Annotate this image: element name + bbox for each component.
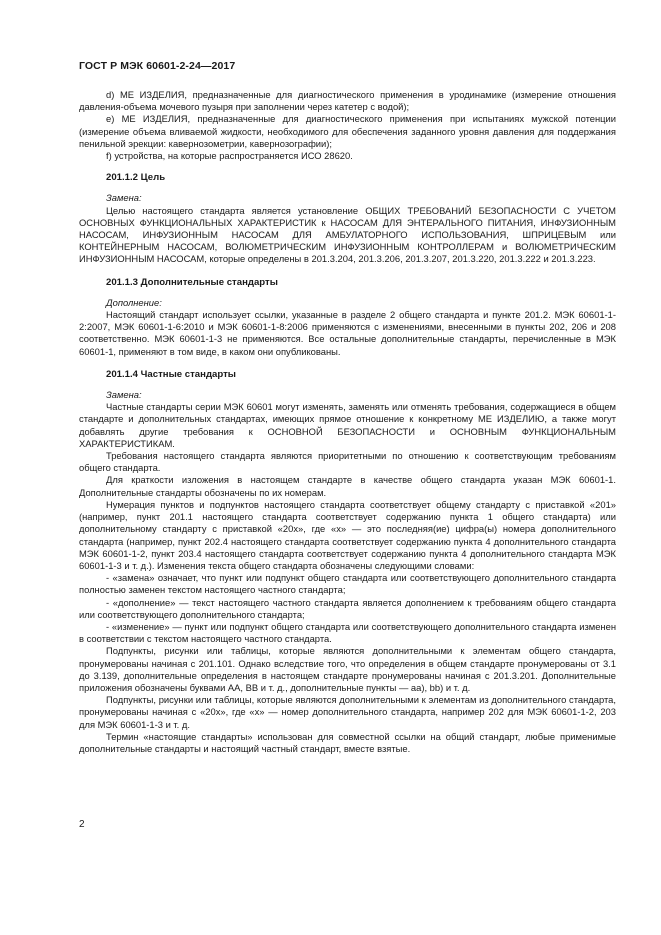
intro-item-e: e) МЕ ИЗДЕЛИЯ, предназначенные для диагностического применения при испытаниях мужской потенции (измерение объема вливаемой жидкости, необходимого для обеспечения заданного уровня давления для поддержания пенильной эрекции: кавернозометрии, кавернозографии);: [79, 113, 616, 149]
section-note-particular: Замена:: [106, 389, 142, 401]
section-note-collateral: Дополнение:: [106, 296, 162, 308]
section-heading-goal: 201.1.2 Цель: [106, 172, 166, 184]
list-item: - «замена» означает, что пункт или подпункт общего стандарта или соответствующего дополнительного стандарта полностью заменен текстом настоящего частного стандарта;: [79, 572, 616, 596]
section-heading-particular: 201.1.4 Частные стандарты: [106, 368, 236, 380]
section-note-goal: Замена:: [106, 192, 142, 204]
document-body: [79, 89, 616, 755]
paragraph: Частные стандарты серии МЭК 60601 могут изменять, заменять или отменять требования, содержащиеся в общем стандарте и дополнительных стандартах, имеющих прямое отношение к конкретному МЕ ИЗДЕЛИЮ, а также могут добавлять другие требования к ОСНОВНОЙ БЕЗОПАСНОСТИ и ОСНОВНЫМ ФУНКЦИОНАЛЬНЫМ ХАРАКТЕРИСТИКАМ.: [79, 401, 616, 449]
running-header: ГОСТ Р МЭК 60601-2-24—2017: [79, 60, 236, 72]
paragraph: Настоящий стандарт использует ссылки, указанные в разделе 2 общего стандарта и пункте 201.2. МЭК 60601-1-2:2007, МЭК 60601-1-6:2010 и МЭК 60601-1-8:2006 применяются с изменениями, внесенными в пункты 202, 206 и 208 соответственно. МЭК 60601-1-3 не применяются. Все остальные дополнительные стандарты, перечисленные в МЭК 60601-1, применяют в том виде, в каком они опубликованы.: [79, 309, 616, 357]
paragraph: Нумерация пунктов и подпунктов настоящего стандарта соответствует общему стандарту с приставкой «201» (например, пункт 201.1 настоящего стандарта соответствует содержанию пункта 1 общего стандарта) или дополнительному стандарту с приставкой «20х», где «х» — это последняя(ие) цифра(ы) номера дополнительного стандарта (например, пункт 202.4 настоящего стандарта соответствует содержанию пункта 4 дополнительного стандарта МЭК 60601-1-2, пункт 203.4 настоящего стандарта соответствует содержанию пункта 4 дополнительного стандарта МЭК 60601-1-3 и т. д.). Изменения текста общего стандарта обозначены следующими словами:: [79, 498, 616, 571]
paragraph: Требования настоящего стандарта являются приоритетными по отношению к соответствующим требованиям общего стандарта.: [79, 450, 616, 474]
paragraph: Подпункты, рисунки или таблицы, которые являются дополнительными к элементам из дополнительного стандарта, пронумерованы начиная с «20х», где «х» — номер дополнительного стандарта, например 202 для МЭК 60601-1-2, 203 для МЭК 60601-1-3 и т. д.: [79, 694, 616, 730]
intro-item-f: f) устройства, на которые распространяется ИСО 28620.: [106, 150, 353, 162]
paragraph: Для краткости изложения в настоящем стандарте в качестве общего стандарта указан МЭК 60601-1. Дополнительные стандарты обозначены по их номерам.: [79, 474, 616, 498]
paragraph: Целью настоящего стандарта является установление ОБЩИХ ТРЕБОВАНИЙ БЕЗОПАСНОСТИ С УЧЕТОМ ОСНОВНЫХ ФУНКЦИОНАЛЬНЫХ ХАРАКТЕРИСТИК к НАСОСАМ ДЛЯ ЭНТЕРАЛЬНОГО ПИТАНИЯ, ИНФУЗИОННЫМ НАСОСАМ, ИНФУЗИОННЫМ НАСОСАМ ДЛЯ АМБУЛАТОРНОГО ИСПОЛЬЗОВАНИЯ, ШПРИЦЕВЫМ или КОНТЕЙНЕРНЫМ НАСОСАМ, ВОЛЮМЕТРИЧЕСКИМ ИНФУЗИОННЫМ КОНТРОЛЛЕРАМ и ВОЛЮМЕТРИЧЕСКИМ ИНФУЗИОННЫМ НАСОСАМ, которые определены в 201.3.204, 201.3.206, 201.3.207, 201.3.220, 201.3.222 и 201.3.223.: [79, 204, 616, 265]
paragraph: Подпункты, рисунки или таблицы, которые являются дополнительными к элементам общего стандарта, пронумерованы начиная с 201.101. Однако вследствие того, что определения в общем стандарте пронумерованы от 3.1 до 3.139, дополнительные определения в настоящем стандарте пронумерованы начиная с 201.3.201. Дополнительные приложения обозначены буквами АА, ВВ и т. д., дополнительные пункты — аа), bb) и т. д.: [79, 645, 616, 693]
list-item: - «изменение» — пункт или подпункт общего стандарта или соответствующего дополнительного стандарта изменен в соответствии с текстом настоящего частного стандарта.: [79, 620, 616, 645]
section-heading-collateral: 201.1.3 Дополнительные стандарты: [106, 276, 278, 288]
paragraph: Термин «настоящие стандарты» использован для совместной ссылки на общий стандарт, любые применимые дополнительные стандарты и настоящий частный стандарт, вместе взятые.: [79, 730, 616, 754]
list-item: - «дополнение» — текст настоящего частного стандарта является дополнением к требованиям общего стандарта или соответствующего дополнительного стандарта;: [79, 596, 616, 620]
intro-item-d: d) МЕ ИЗДЕЛИЯ, предназначенные для диагностического применения в уродинамике (измерение отношения давления-объема мочевого пузыря при заполнении через катетер с водой);: [79, 89, 616, 113]
page-number: 2: [79, 819, 85, 830]
